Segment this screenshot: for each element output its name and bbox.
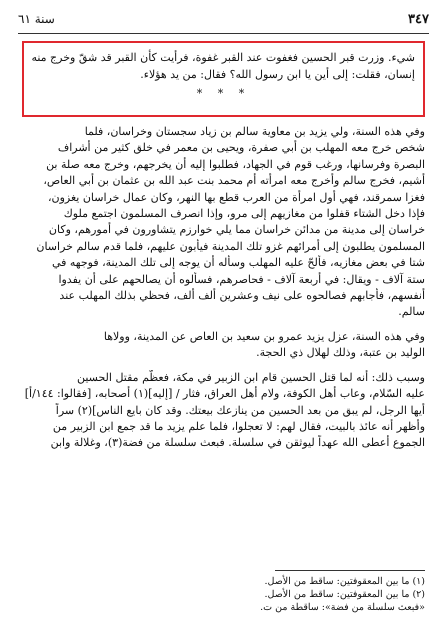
paragraph-sistan-khurasan [22,124,425,321]
footnote-rule [275,570,425,571]
text-line: خراسان إلى مدينة من مدائن خراسان مما يلي خوارزم يتشاورون في أمورهم، وكان [48,223,425,237]
footnote: (١) ما بين المعقوفتين: ساقط من الأصل. [264,576,425,587]
header-rule [18,33,429,34]
text-line: وأظهر أنه عائذ بالبيت، فقال لهم: لا تعجلوا، فلما علم يزيد ما قد جمع ابن الزبير من [52,419,425,433]
text-line: عليه السّلام، وعاب أهل الكوفة، ولام أهل العراق، فثار / [إليه](١) أصحابه، [فقالوا: ١٤٤/أ] [24,387,425,401]
text-line: الجموع أعطى الله عهداً ليوثقن في سلسلة. فبعث سلسلة من فضة(٣)، وغلالة وابن [50,436,425,450]
section-separator: * * * [196,87,251,100]
highlight-line: إنسان، فقلت: إلى أين يا ابن رسول الله؟ فقال: من يد هؤلاء. [140,68,415,81]
text-line: فغزا سمرقند، فهي أول امرأة من العرب قطع بها النهر، وكان عمال خراسان يغزون، [47,190,425,204]
page-header [18,12,429,30]
text-line: أنفسهم، فأجابهم فصالحوه على نيف وعشرين ألف ألف، فحظي بذلك المهلب عند [59,289,425,303]
text-line: شتا في بعض مغازيه، فألحّ عليه المهلب وسأله أن يوجه إلى تلك المدينة، فوجهه في [51,256,425,270]
footnote: (٢) ما بين المعقوفتين: ساقط من الأصل. [264,589,425,600]
footnote: «فبعث سلسلة من فضة»: ساقطة من ت. [260,602,425,613]
running-head-year: سنة ٦١ [18,12,55,26]
main-text [22,124,425,452]
text-line: أيها الرجل، لم يبق من بعد الحسين من ينازعك بيعتك. وقد كان بايع الناس](٢) سراً [55,403,425,417]
text-line: فإذا دخل الشتاء قفلوا من مغازيهم إلى مرو، وإذا انصرف المسلمون اجتمع ملوك [63,207,425,221]
text-line: الوليد بن عتبة، وذلك لهلال ذي الحجة. [256,346,425,360]
paragraph-madina-governor [22,329,425,362]
text-line: شخص خرج معه المهلب بن أبي صفرة، ويحيى بن معمر في خلق كثير من أشراف [57,141,425,155]
text-line: سالم. [398,305,425,319]
page-number: ٣٤٧ [408,12,429,27]
text-line: وسبب ذلك: أنه لما قتل الحسين قام ابن الزبير في مكة، فعظّم مقتل الحسين [76,370,425,384]
text-line: وفي هذه السنة، عزل يزيد عمرو بن سعيد بن العاص عن المدينة، وولاها [103,329,425,343]
text-line: وفي هذه السنة، ولي يزيد بن معاوية سالم بن زياد سجستان وخراسان، فلما [84,125,425,138]
footnotes [22,575,425,614]
text-line: أشيم، فخرج سالم وأخرج معه امرأته أم محمد بنت عبد الله بن عثمان بن أبي العاص، [43,174,425,188]
highlighted-passage [22,41,425,117]
text-line: البصرة وفرسانها، ورغب قوم في الجهاد، فطلبوا إليه أن يخرجهم، وخرج معه صلة بن [46,157,425,171]
highlight-line: شيء. وزرت قبر الحسين فغفوت عند القبر غفوة، فرأيت كأن القبر قد شقّ وخرج منه [31,51,415,64]
text-line: المسلمون يطلبون إلى أمرائهم غزو تلك المدينة فيأبون عليهم، فلما قدم سالم خراسان [36,239,425,253]
paragraph-ibn-zubayr [22,370,425,452]
text-line: ستة آلاف - ويقال: في أربعة آلاف - فحاصرهم، فسألوه أن يصالحهم على أن يفدوا [58,272,425,286]
